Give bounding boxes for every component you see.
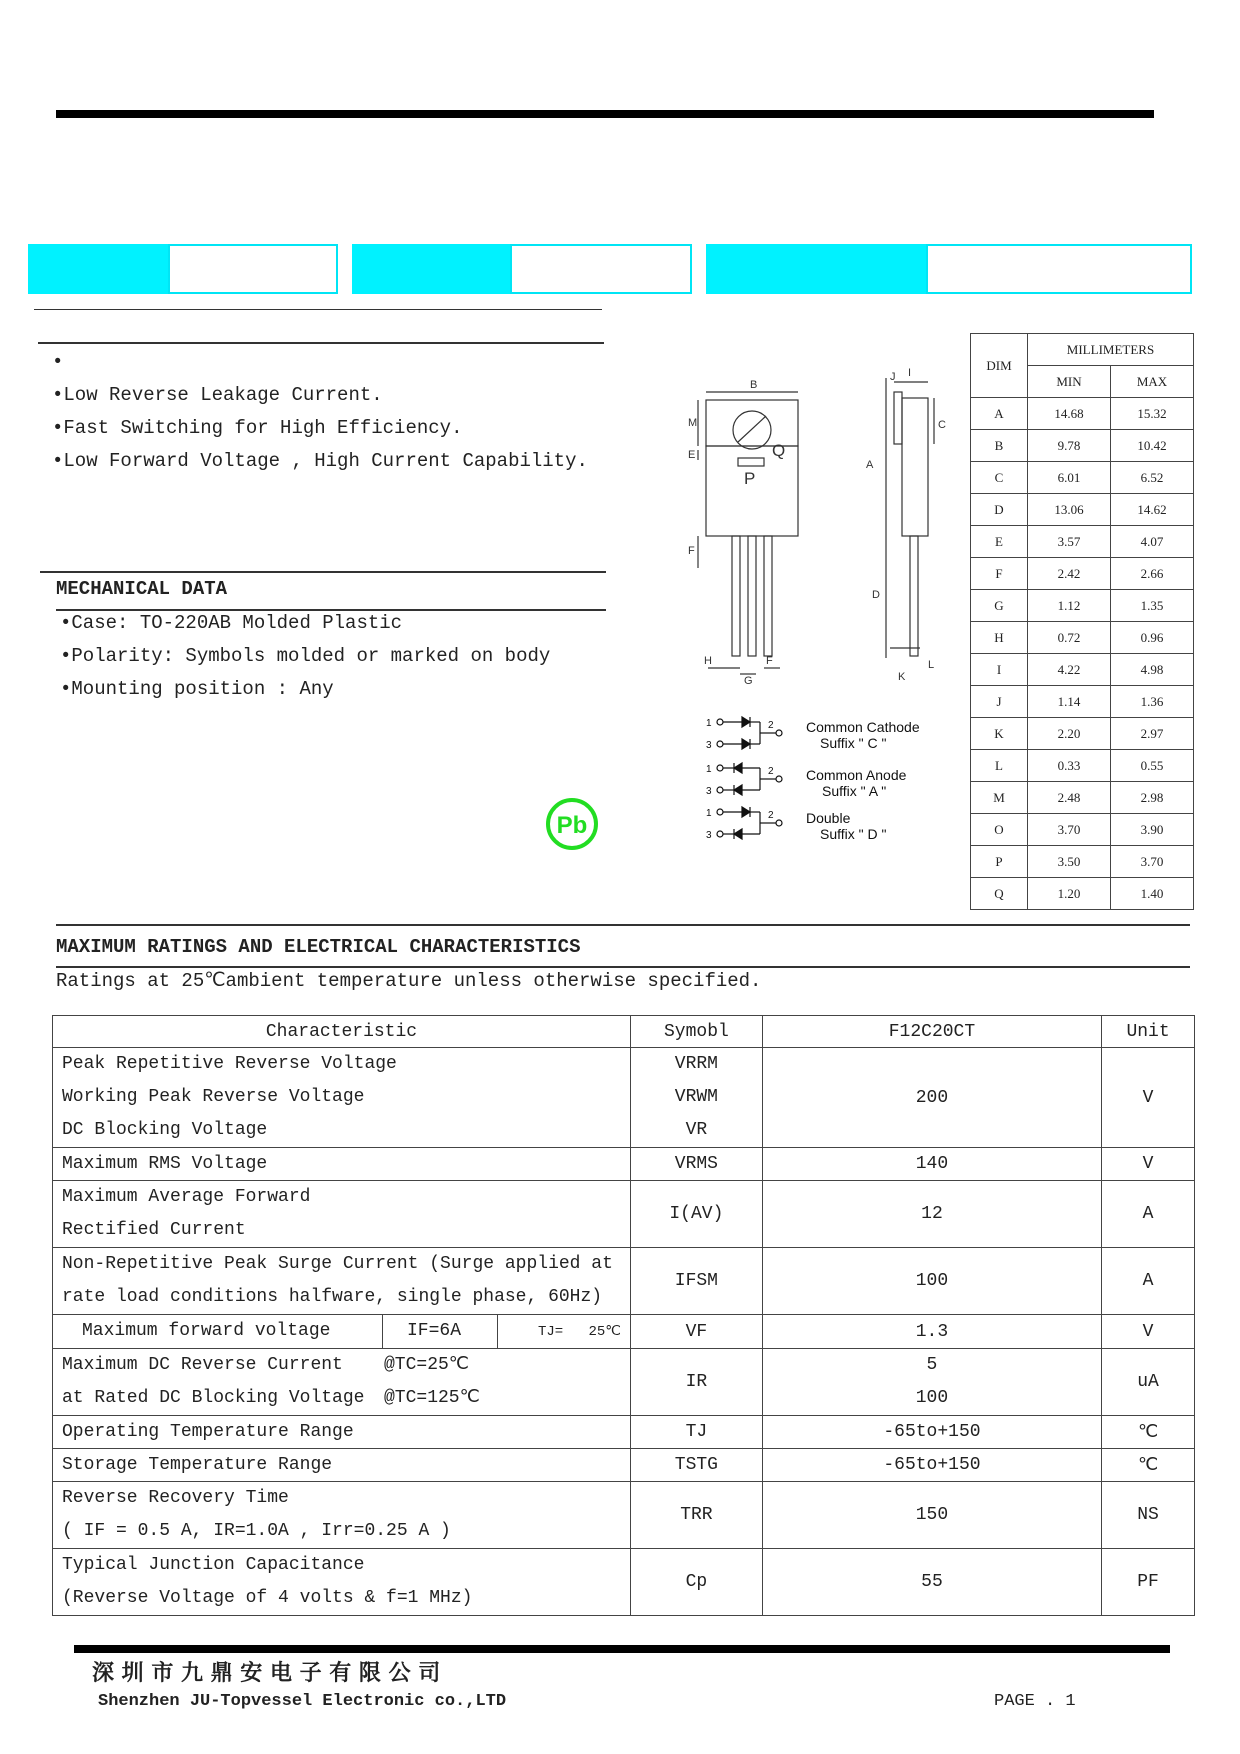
header-block-2 [352,244,510,294]
dim-label: F [688,545,695,557]
dim-cell: 0.55 [1111,750,1194,782]
dim-row [971,750,1194,782]
dim-cell: 6.01 [1028,462,1111,494]
dim-min-header: MIN [1028,366,1111,398]
dim-cell: 2.48 [1028,782,1111,814]
config-suffix: Suffix " D " [820,826,887,842]
table-row: Maximum RMS Voltage VRMS 140 V [53,1148,1195,1181]
table-row: Typical Junction Capacitance (Reverse Voltage of 4 volts & f=1 MHz) Cp 55 PF [53,1549,1195,1616]
dim-cell: 2.20 [1028,718,1111,750]
feature-item: •Low Reverse Leakage Current. [52,384,383,406]
company-name-en: Shenzhen JU-Topvessel Electronic co.,LTD [98,1692,507,1711]
dim-row [971,654,1194,686]
dim-label: J [890,371,896,383]
dim-header: DIM [971,334,1028,398]
dim-cell: 4.22 [1028,654,1111,686]
pb-free-logo-icon [544,796,600,852]
dim-cell: 2.97 [1111,718,1194,750]
dim-cell: Q [971,878,1028,910]
dim-cell: 3.70 [1111,846,1194,878]
dim-cell: 0.96 [1111,622,1194,654]
dim-row [971,590,1194,622]
mechanical-heading: MECHANICAL DATA [56,578,228,600]
col-part: F12C20CT [762,1016,1101,1048]
dim-cell: 3.50 [1028,846,1111,878]
dim-cell: 6.52 [1111,462,1194,494]
dim-cell: J [971,686,1028,718]
dim-cell: F [971,558,1028,590]
dim-row [971,462,1194,494]
footer-rule [74,1645,1170,1653]
feature-item: • [52,351,64,373]
dim-cell: I [971,654,1028,686]
dim-cell: 1.36 [1111,686,1194,718]
dim-row [971,846,1194,878]
mechanical-list [60,607,550,706]
rule [38,342,604,344]
header-box-3 [926,244,1192,294]
pin-label: 1 [706,808,712,819]
dim-label: P [744,469,756,488]
dim-row [971,814,1194,846]
table-row: Peak Repetitive Reverse Voltage Working Peak Reverse Voltage DC Blocking Voltage VRRM VRWM VR 200 V [53,1048,1195,1148]
dim-row [971,782,1194,814]
dim-label: D [872,589,880,601]
mechanical-item: •Case: TO-220AB Molded Plastic [60,612,403,634]
dim-cell: 0.72 [1028,622,1111,654]
config-name: Double [806,810,851,826]
rule [56,966,1190,968]
dim-cell: 1.20 [1028,878,1111,910]
dim-row [971,718,1194,750]
dim-cell: E [971,526,1028,558]
config-suffix: Suffix " A " [822,783,887,799]
dim-row [971,558,1194,590]
dim-label: B [750,379,758,391]
feature-item: •Low Forward Voltage , High Current Capability. [52,450,588,472]
dim-cell: 9.78 [1028,430,1111,462]
dim-row [971,878,1194,910]
dim-label: E [688,449,696,461]
top-rule [56,110,1154,118]
dim-row [971,494,1194,526]
header-block-3 [706,244,926,294]
dim-cell: 3.57 [1028,526,1111,558]
dim-cell: 13.06 [1028,494,1111,526]
header-block-1 [28,244,168,294]
dim-label: C [938,419,946,431]
col-symbol: Symobl [630,1016,762,1048]
dim-cell: 4.07 [1111,526,1194,558]
table-row: Operating Temperature Range TJ -65to+150 ℃ [53,1416,1195,1449]
pin-label: 1 [706,718,712,729]
mechanical-item: •Mounting position : Any [60,678,334,700]
table-header-row [53,1016,1195,1048]
feature-item: •Fast Switching for High Efficiency. [52,417,463,439]
pin-label: 1 [706,764,712,775]
pin-label: 2 [768,810,774,821]
dim-row [971,526,1194,558]
dim-cell: 4.98 [1111,654,1194,686]
dim-label: A [866,459,874,471]
dim-label: H [704,655,712,667]
dim-cell: 2.98 [1111,782,1194,814]
page-number: PAGE . 1 [994,1692,1076,1711]
dim-label: Q [772,441,786,460]
dim-row [971,686,1194,718]
table-row: Storage Temperature Range TSTG -65to+150 ℃ [53,1449,1195,1482]
diode-configs [706,710,966,850]
config-suffix: Suffix " C " [820,735,887,751]
dim-cell: D [971,494,1028,526]
table-row: Maximum Average Forward Rectified Current I(AV) 12 A [53,1181,1195,1248]
ratings-heading: MAXIMUM RATINGS AND ELECTRICAL CHARACTERISTICS [56,936,581,958]
col-unit: Unit [1102,1016,1195,1048]
mechanical-item: •Polarity: Symbols molded or marked on body [60,645,551,667]
dimensions-table [970,333,1194,910]
table-row: Maximum forward voltage IF=6A TJ= 25℃ VF 1.3 V [53,1315,1195,1349]
dim-cell: L [971,750,1028,782]
dim-cell: 14.68 [1028,398,1111,430]
dim-cell: B [971,430,1028,462]
dim-cell: 1.14 [1028,686,1111,718]
dim-label: L [928,659,935,671]
dim-row [971,430,1194,462]
header-box-1 [168,244,338,294]
dim-max-header: MAX [1111,366,1194,398]
dim-cell: P [971,846,1028,878]
dim-cell: 2.66 [1111,558,1194,590]
dim-row [971,622,1194,654]
table-row: Non-Repetitive Peak Surge Current (Surge applied at rate load conditions halfware, single phase, 60Hz) IFSM 100 A [53,1248,1195,1315]
dim-label: F [766,655,773,667]
dim-cell: 1.35 [1111,590,1194,622]
dim-cell: 15.32 [1111,398,1194,430]
dim-cell: 3.90 [1111,814,1194,846]
feature-list [52,346,588,478]
pb-logo-text: Pb [556,812,588,839]
pin-label: 2 [768,766,774,777]
table-row: Maximum DC Reverse Current at Rated DC Blocking Voltage @TC=25℃ @TC=125℃ IR 5 100 uA [53,1349,1195,1416]
col-characteristic: Characteristic [53,1016,631,1048]
ratings-table [52,1015,1195,1616]
rule [40,571,606,573]
diode-symbols-icon [706,710,966,850]
pin-label: 3 [706,740,712,751]
dim-label: K [898,671,906,683]
dim-row [971,398,1194,430]
dim-cell: G [971,590,1028,622]
dim-cell: 14.62 [1111,494,1194,526]
dim-label: M [688,417,698,429]
pin-label: 2 [768,720,774,731]
pin-label: 3 [706,786,712,797]
dim-cell: 2.42 [1028,558,1111,590]
dim-cell: M [971,782,1028,814]
header-box-2 [510,244,692,294]
config-name: Common Cathode [806,719,920,735]
company-name-cn: 深 圳 市 九 鼎 安 电 子 有 限 公 司 [92,1661,441,1686]
rule [56,924,1190,926]
dim-cell: 1.40 [1111,878,1194,910]
dim-cell: K [971,718,1028,750]
config-name: Common Anode [806,767,907,783]
dim-unit-header: MILLIMETERS [1028,334,1194,366]
dim-cell: A [971,398,1028,430]
dim-label: G [744,675,753,687]
ratings-note: Ratings at 25℃ambient temperature unless otherwise specified. [56,970,762,992]
rule [34,309,602,310]
table-row: Reverse Recovery Time ( IF = 0.5 A, IR=1.0A , Irr=0.25 A ) TRR 150 NS [53,1482,1195,1549]
dim-cell: C [971,462,1028,494]
pin-label: 3 [706,830,712,841]
dim-cell: 3.70 [1028,814,1111,846]
dim-rows [971,398,1194,910]
dim-label: I [908,368,912,379]
dim-cell: 1.12 [1028,590,1111,622]
dim-cell: H [971,622,1028,654]
dim-cell: 0.33 [1028,750,1111,782]
dim-cell: O [971,814,1028,846]
dim-cell: 10.42 [1111,430,1194,462]
